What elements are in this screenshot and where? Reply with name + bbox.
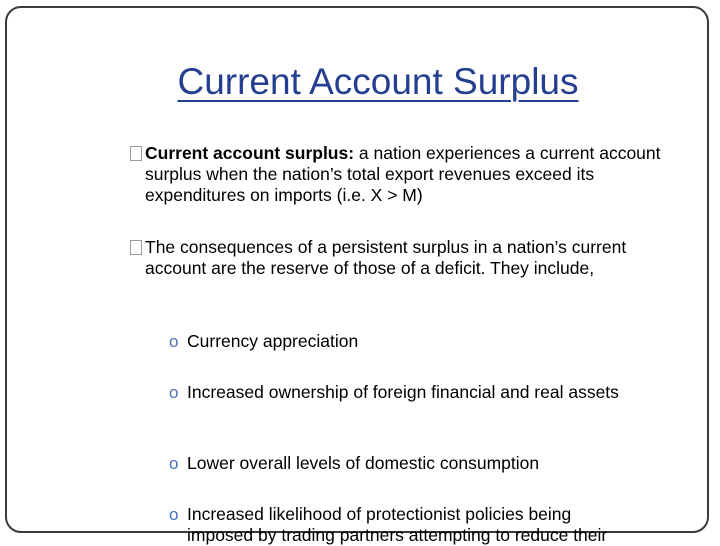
bullet-marker-icon (130, 240, 142, 255)
sub-bullet-marker-icon: o (169, 505, 179, 524)
sub-bullet-text: Increased likelihood of protectionist policies being imposed by trading partners attempting to reduce their (187, 504, 608, 545)
bullet-current-account-surplus (130, 143, 670, 206)
sub-bullet-text: Lower overall levels of domestic consumption (187, 453, 540, 473)
bullet-lead: Current account surplus: (145, 143, 355, 163)
sub-bullet-marker-icon: o (169, 332, 179, 351)
bullet-marker-icon (130, 146, 142, 161)
sub-bullet-marker-icon: o (169, 383, 179, 402)
sub-bullet-domestic-consumption (167, 453, 637, 474)
slide-title: Current Account Surplus (177, 61, 579, 102)
sub-bullet-foreign-ownership (167, 382, 637, 403)
sub-bullet-text: Currency appreciation (187, 331, 359, 351)
sub-bullet-text: Increased ownership of foreign financial and real assets (187, 382, 619, 402)
bullet-text: a nation experiences a current account surplus when the nation’s total export revenues exceed its expenditures on imports (i.e. X > M) (145, 143, 661, 205)
sub-bullet-marker-icon: o (169, 454, 179, 473)
bullet-consequences (130, 237, 670, 279)
bullet-text: The consequences of a persistent surplus in a nation’s current account are the reserve of those of a deficit. They include, (145, 237, 627, 278)
sub-bullet-currency-appreciation (167, 331, 637, 352)
